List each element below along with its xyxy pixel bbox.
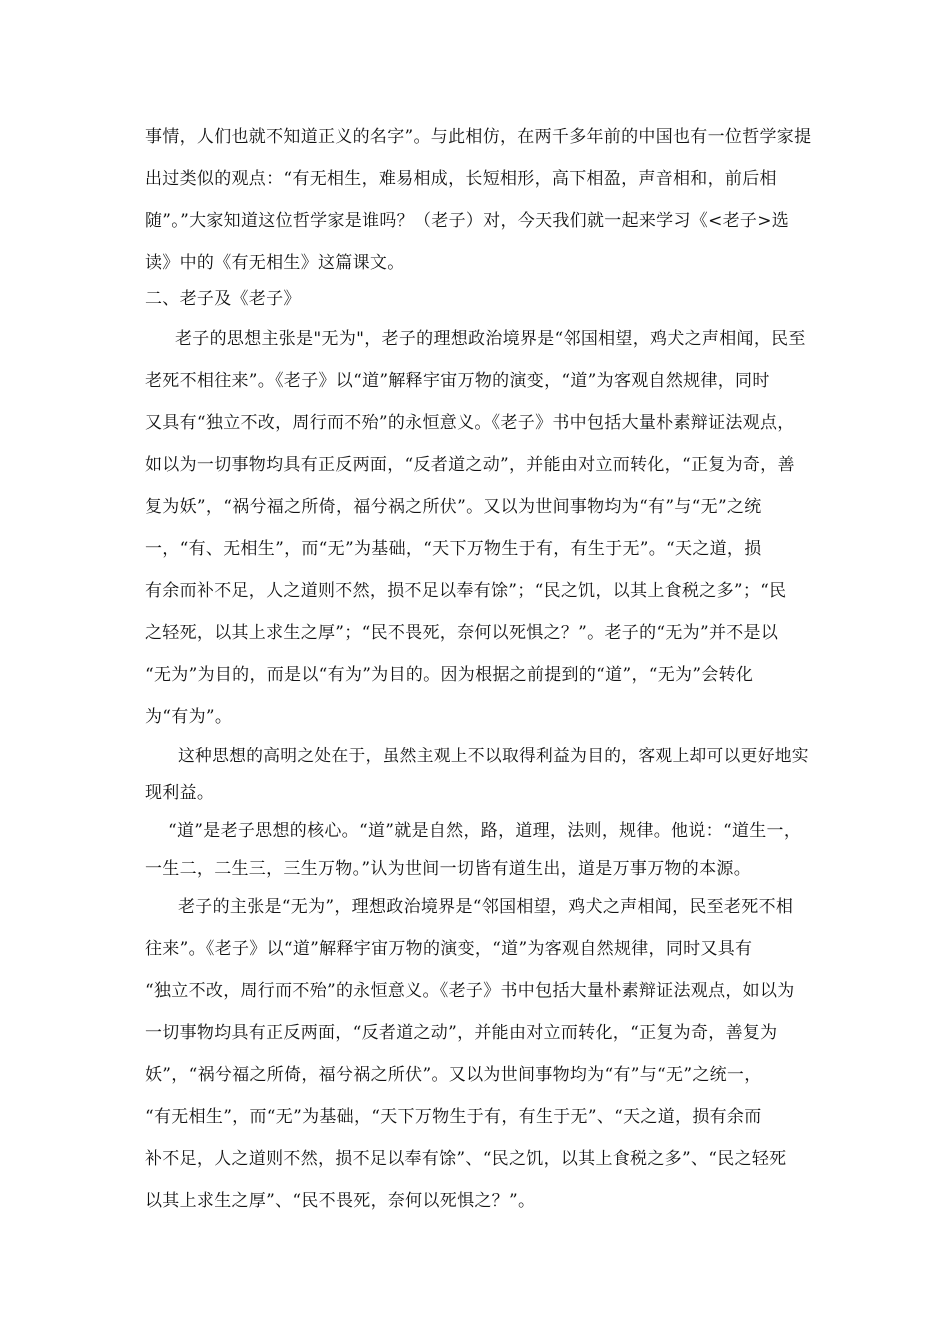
text-line: 为“有为”。	[145, 707, 233, 727]
text-line: 老子的思想主张是"无为"，老子的理想政治境界是“邻国相望，鸡犬之声相闻，民至	[175, 329, 806, 349]
text-line: “道”是老子思想的核心。“道”就是自然，路，道理，法则，规律。他说：“道生一，	[168, 821, 802, 841]
text-line: “独立不改，周行而不殆”的永恒意义。《老子》书中包括大量朴素辩证法观点，如以为	[145, 981, 795, 1001]
text-line: 往来”。《老子》以“道”解释宇宙万物的演变，“道”为客观自然规律，同时又具有	[145, 939, 753, 959]
text-line: 一生二，二生三，三生万物。”认为世间一切皆有道生出，道是万事万物的本源。	[145, 859, 751, 879]
text-line: 这种思想的高明之处在于，虽然主观上不以取得利益为目的，客观上却可以更好地实	[178, 745, 809, 765]
text-line: 如以为一切事物均具有正反两面，“反者道之动”，并能由对立而转化，“正复为奇，善	[145, 455, 795, 475]
text-line: 现利益。	[145, 783, 215, 803]
text-line: 事情，人们也就不知道正义的名字”。与此相仿，在两千多年前的中国也有一位哲学家提	[145, 127, 812, 147]
text-line: 妖”，“祸兮福之所倚，福兮祸之所伏”。又以为世间事物均为“有”与“无”之统一，	[145, 1065, 762, 1085]
text-line: 老死不相往来”。《老子》以“道”解释宇宙万物的演变，“道”为客观自然规律，同时	[145, 371, 770, 391]
text-line: 补不足，人之道则不然，损不足以奉有馀”、“民之饥，以其上食税之多”、“民之轻死	[145, 1149, 787, 1169]
text-line: 随”。”大家知道这位哲学家是谁吗？（老子）对，今天我们就一起来学习《<老子>选	[145, 211, 790, 231]
text-line: 之轻死，以其上求生之厚”；“民不畏死，奈何以死惧之？”。老子的“无为”并不是以	[145, 623, 779, 643]
text-line: 又具有“独立不改，周行而不殆”的永恒意义。《老子》书中包括大量朴素辩证法观点，	[145, 413, 795, 433]
text-line: “无为”为目的，而是以“有为”为目的。因为根据之前提到的“道”，“无为”会转化	[145, 665, 754, 685]
text-line: 出过类似的观点：“有无相生，难易相成，长短相形，高下相盈，声音相和，前后相	[145, 169, 777, 189]
text-line: 复为妖”，“祸兮福之所倚，福兮祸之所伏”。又以为世间事物均为“有”与“无”之统	[145, 497, 762, 517]
text-line: 以其上求生之厚”、“民不畏死，奈何以死惧之？”。	[145, 1191, 536, 1211]
text-line: 读》中的《有无相生》这篇课文。	[145, 253, 405, 273]
text-line: 有余而补不足，人之道则不然，损不足以奉有馀”；“民之饥，以其上食税之多”；“民	[145, 581, 787, 601]
text-line: 老子的主张是“无为”，理想政治境界是“邻国相望，鸡犬之声相闻，民至老死不相	[178, 897, 794, 917]
section-heading: 二、老子及《老子》	[145, 289, 301, 309]
text-line: 一，“有、无相生”，而“无”为基础，“天下万物生于有，有生于无”。“天之道，损	[145, 539, 762, 559]
text-line: “有无相生”，而“无”为基础，“天下万物生于有，有生于无”、“天之道，损有余而	[145, 1107, 762, 1127]
text-line: 一切事物均具有正反两面，“反者道之动”，并能由对立而转化，“正复为奇，善复为	[145, 1023, 778, 1043]
